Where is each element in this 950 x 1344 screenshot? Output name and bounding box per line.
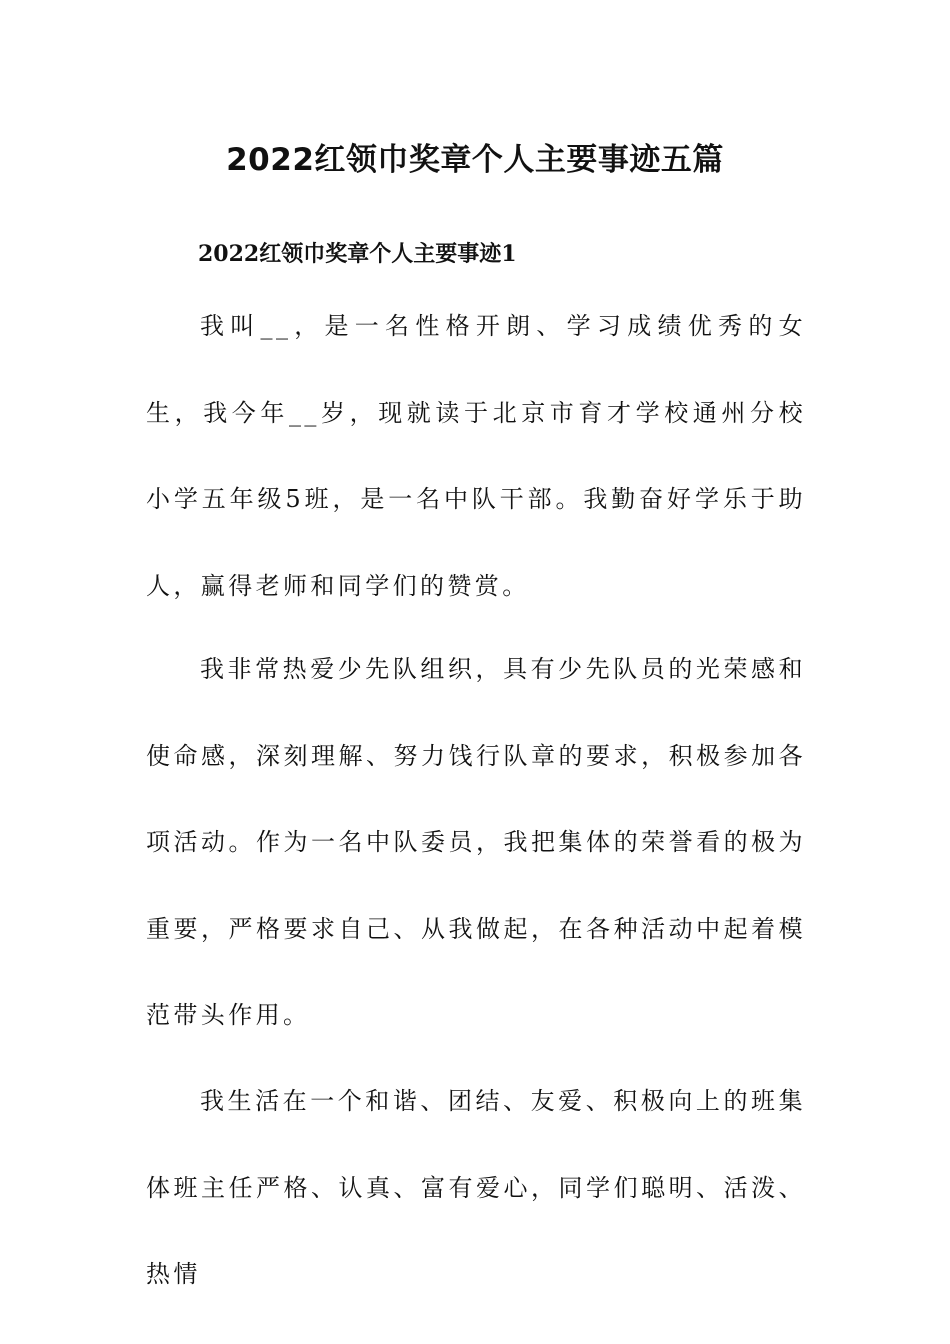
paragraph-3: 我生活在一个和谐、团结、友爱、积极向上的班集体班主任严格、认真、富有爱心，同学们聪明、活泼、热情 [146,1087,806,1288]
document-title: 2022红领巾奖章个人主要事迹五篇 [226,142,724,178]
paragraph-2: 我非常热爱少先队组织，具有少先队员的光荣感和使命感，深刻理解、努力饯行队章的要求，积极参加各项活动。作为一名中队委员，我把集体的荣誉看的极为重要，严格要求自己、从我做起，在各种活动中起着模范带头作用。 [146,655,806,1029]
paragraph-1: 我叫__，是一名性格开朗、学习成绩优秀的女生，我今年__岁，现就读于北京市育才学校通州分校小学五年级5班，是一名中队干部。我勤奋好学乐于助人，赢得老师和同学们的赞赏。 [146,312,806,600]
section-heading: 2022红领巾奖章个人主要事迹1 [198,241,517,267]
